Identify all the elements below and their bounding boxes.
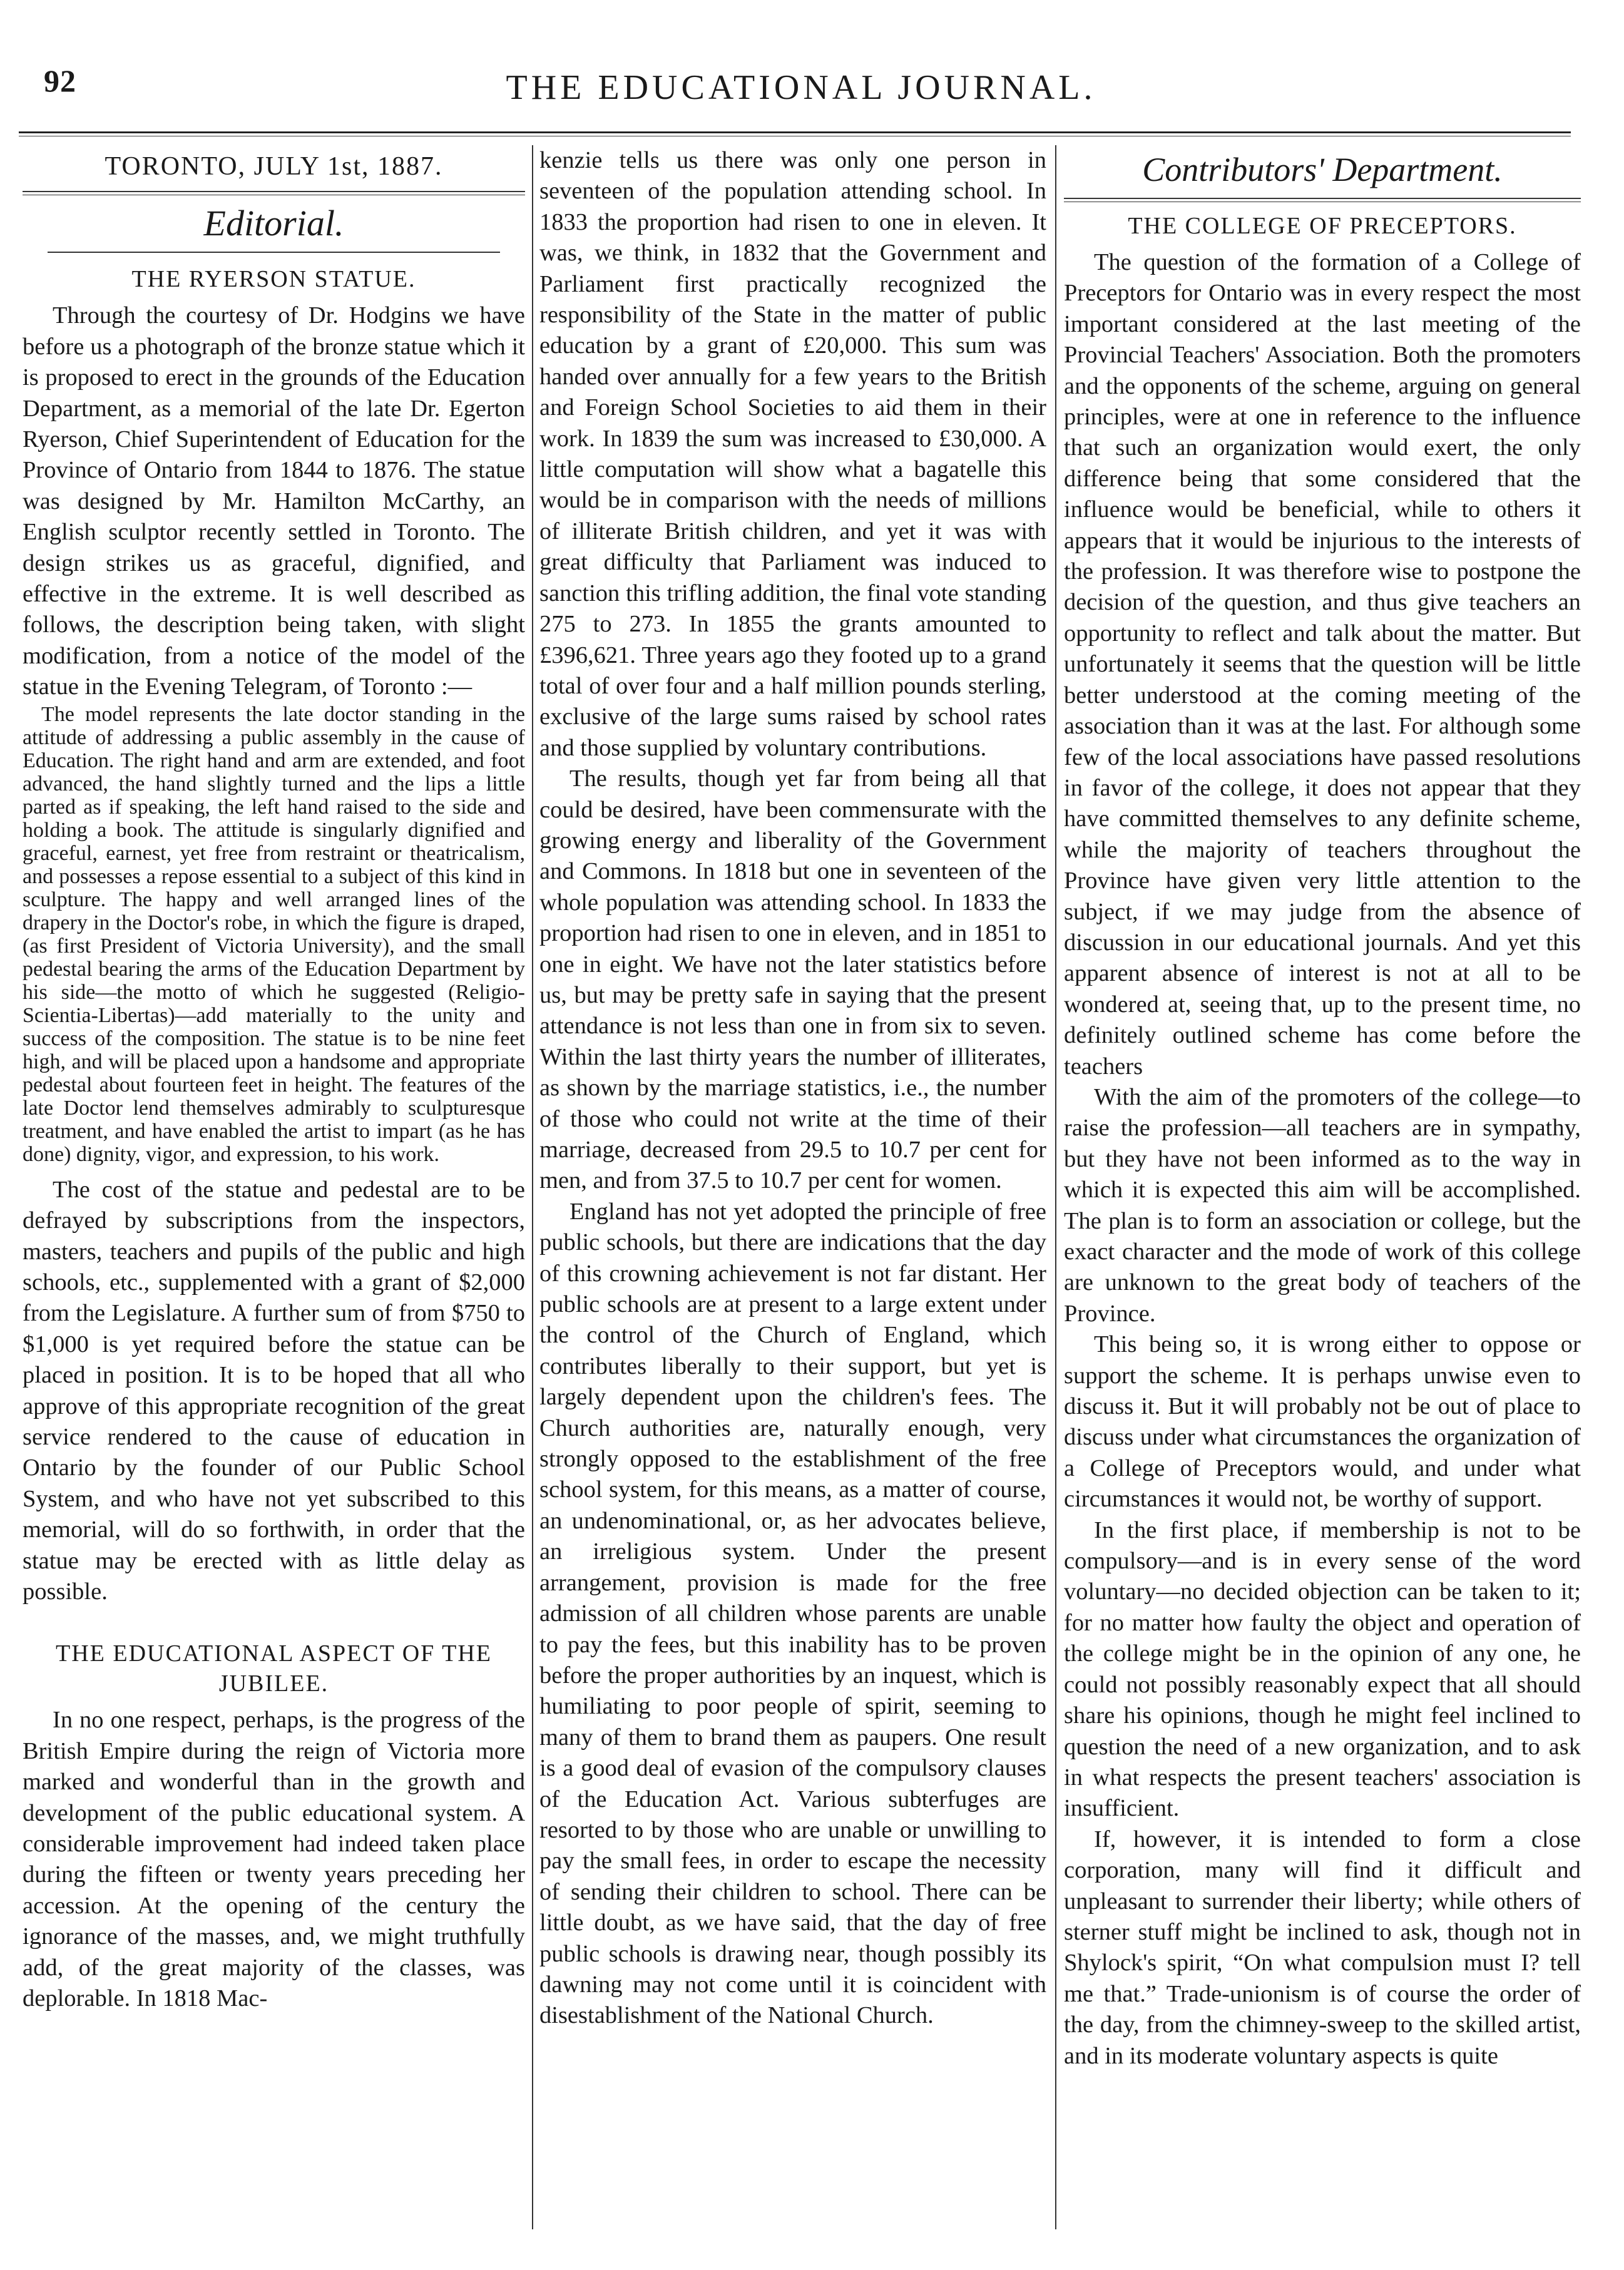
section-rule: [1064, 198, 1581, 202]
page-number: 92: [44, 63, 76, 98]
article-paragraph: This being so, it is wrong either to oppose or support the scheme. It is perhaps unwise even to discuss it. But it will probably not be out of place to discuss under what circumstances the organization of a College of Preceptors would, and under what circumstances it would not, be worthy of support.: [1064, 1331, 1581, 1513]
article-paragraph: In the first place, if membership is not to be compulsory—and is in every sense of the word voluntary—no decided objection can be taken to it; for no matter how faulty the object and operation of the college might be in the opinion of any one, he could not possibly reasonably expect that all should share his opinions, though he might feel inclined to question the need of a new organization, and to ask in what respects the present teachers' association is insufficient.: [1064, 1516, 1581, 1822]
article-paragraph: kenzie tells us there was only one person in seventeen of the population attending school. In 1833 the proportion had risen to one in eleven. It was, we think, in 1832 that the Government and Parliament first practically recognized the responsibility of the State in the matter of public education by a grant of £20,000. This sum was handed over annually for a few years to the British and Foreign School Societies to aid them in their work. In 1839 the sum was increased to £30,000. A little computation will show what a bagatelle this would be in comparison with the needs of millions of illiterate British children, and yet it was with great difficulty that Parliament was induced to sanction this trifling addition, the final vote standing 275 to 273. In 1855 the grants amounted to £396,621. Three years ago they footed up to a grand total of over four and a half million pounds sterling, exclusive of the large sums raised by school rates and those supplied by voluntary contributions.: [539, 147, 1046, 761]
article-title-jubilee: THE EDUCATIONAL ASPECT OF THE JUBILEE.: [56, 1640, 492, 1697]
article-paragraph: The question of the formation of a College of Preceptors for Ontario was in every respect the most important considered at the last meeting of the Provincial Teachers' Association. Both the promoters and the opponents of the scheme, arguing on general principles, were at one in reference to the influence that such an organization would exert, the only difference being that some considered that the influence would be beneficial, while to others it appears that it would be injurious to the interests of the profession. It was therefore wise to postpone the decision of the question, and thus give teachers an opportunity to reflect and talk about the matter. But unfortunately it seems that the question will be little better understood at the coming meeting of the association than it was at the last. For although some few of the local associations have passed resolutions in favor of the college, it does not appear that they have committed themselves to any definite scheme, while the majority of teachers throughout the Province have given very little attention to the subject, if we may judge from the absence of discussion in our educational journals. And yet this apparent absence of interest is not at all to be wondered at, seeing that, up to the present time, no definitely outlined scheme has come before the teachers: [1064, 249, 1581, 1080]
column-3: [1064, 145, 1581, 2229]
article-title-college-of-preceptors: THE COLLEGE OF PRECEPTORS.: [1128, 213, 1517, 239]
column-2: [539, 145, 1046, 2229]
journal-title: THE EDUCATIONAL JOURNAL.: [506, 68, 1096, 107]
section-heading-contributors: Contributors' Department.: [1142, 151, 1503, 188]
article-paragraph: With the aim of the promoters of the college—to raise the profession—all teachers are in sympathy, but they have not been informed as to the way in which it is expected this aim will be accomplished. The plan is to form an association or college, but the exact character and the mode of work of this college are unknown to the great body of teachers of the Province.: [1064, 1083, 1581, 1327]
column-1: [23, 145, 525, 2229]
article-paragraph: The cost of the statue and pedestal are to be defrayed by subscriptions from the inspectors, masters, teachers and pupils of the public and high schools, etc., supplemented with a grant of $2,000 from the Legislature. A further sum of from $750 to $1,000 is yet required before the statue can be placed in position. It is to be hoped that all who approve of this appropriate recognition of the great service rendered to the cause of education in Ontario by the founder of our Public School System, and who have not yet subscribed to this memorial, will do so forthwith, in order that the statue may be erected with as little delay as possible.: [23, 1176, 525, 1605]
dateline-rule: [23, 191, 525, 195]
article-paragraph: In no one respect, perhaps, is the progress of the British Empire during the reign of Victoria more marked and wonderful than in the growth and development of the public educational system. A considerable improvement had indeed taken place during the fifteen or twenty years preceding her accession. At the opening of the century the ignorance of the masses, and, we might truthfully add, of the great majority of the classes, was deplorable. In 1818 Mac-: [23, 1707, 525, 2012]
running-head: [31, 63, 1571, 125]
article-paragraph: England has not yet adopted the principle of free public schools, but there are indications that the day of this crowning achievement is not far distant. Her public schools are at present to a large extent under the control of the Church of England, which contributes liberally to their support, but yet is largely dependent upon the children's fees. The Church authorities are, naturally enough, very strongly opposed to the establishment of the free school system, for this means, as a matter of course, an undenominational, or, as her advocates believe, an irreligious system. Under the present arrangement, provision is made for the free admission of all children whose parents are unable to pay the fees, but this inability has to be proven before the proper authorities by an inquest, which is humiliating to poor people of spirit, seeming to many of them to brand them as paupers. One result is a good deal of evasion of the compulsory clauses of the Education Act. Various subterfuges are resorted to by those who are unable or unwilling to pay the small fees, in order to escape the necessity of sending their children to school. There can be little doubt, as we have said, that the day of free public schools is drawing near, though possibly its dawning may not come until it is coincident with disestablishment of the National Church.: [539, 1198, 1046, 2029]
section-rule: [48, 252, 500, 253]
column-divider-2: [1055, 145, 1056, 2229]
section-heading-editorial: Editorial.: [203, 203, 344, 244]
article-paragraph: Through the courtesy of Dr. Hodgins we have before us a photograph of the bronze statue which it is proposed to erect in the grounds of the Education Department, as a memorial of the late Dr. Egerton Ryerson, Chief Superintendent of Education for the Province of Ontario from 1844 to 1876. The statue was designed by Mr. Hamilton McCarthy, an English sculptor recently settled in Toronto. The design strikes us as graceful, dignified, and effective in the extreme. It is well described as follows, the description being taken, with slight modification, from a notice of the model of the statue in the Evening Telegram, of Toronto :—: [23, 302, 525, 700]
article-paragraph: The results, though yet far from being all that could be desired, have been commensurate with the growing energy and liberality of the Government and Commons. In 1818 but one in seventeen of the whole population was attending school. In 1833 the proportion had risen to one in eleven, and in 1851 to one in eight. We have not the later statistics before us, but may be pretty safe in saying that the present attendance is not less than one in from six to seven. Within the last thirty years the number of illiterates, as shown by the marriage statistics, i.e., the number of those who could not write at the time of their marriage, decreased from 29.5 to 10.7 per cent for men, and from 37.5 to 10.7 per cent for women.: [539, 765, 1046, 1194]
dateline: TORONTO, JULY 1st, 1887.: [105, 152, 443, 181]
quoted-description: The model represents the late doctor standing in the attitude of addressing a public assembly in the cause of Education. The right hand and arm are extended, and foot advanced, the hand slightly turned and the lips a little parted as if speaking, the left hand raised to the side and holding a book. The attitude is singularly dignified and graceful, earnest, yet free from restraint or theatricalism, and possesses a repose essential to a subject of this kind in sculpture. The happy and well arranged lines of the drapery in the Doctor's robe, in which the figure is draped, (as first President of Victoria University), and the small pedestal bearing the arms of the Education Department by his side—the motto of which he suggested (Religio-Scientia-Libertas)—add materially to the unity and success of the composition. The statue is to be nine feet high, and will be placed upon a handsome and appropriate pedestal about fourteen feet in height. The features of the late Doctor lend themselves admirably to sculpturesque treatment, and have enabled the artist to impart (as he has done) dignity, vigor, and expression, to his work.: [23, 702, 525, 1166]
column-divider-1: [532, 145, 533, 2229]
article-title-ryerson-statue: THE RYERSON STATUE.: [131, 266, 416, 293]
header-rule: [19, 131, 1571, 133]
article-paragraph: If, however, it is intended to form a close corporation, many will find it difficult and unpleasant to surrender their liberty; while others of sterner stuff might be inclined to ask, though not in Shylock's spirit, “On what compulsion must I? tell me that.” Trade-unionism is of course the order of the day, from the chimney-sweep to the skilled artist, and in its moderate voluntary aspects is quite: [1064, 1826, 1581, 2069]
